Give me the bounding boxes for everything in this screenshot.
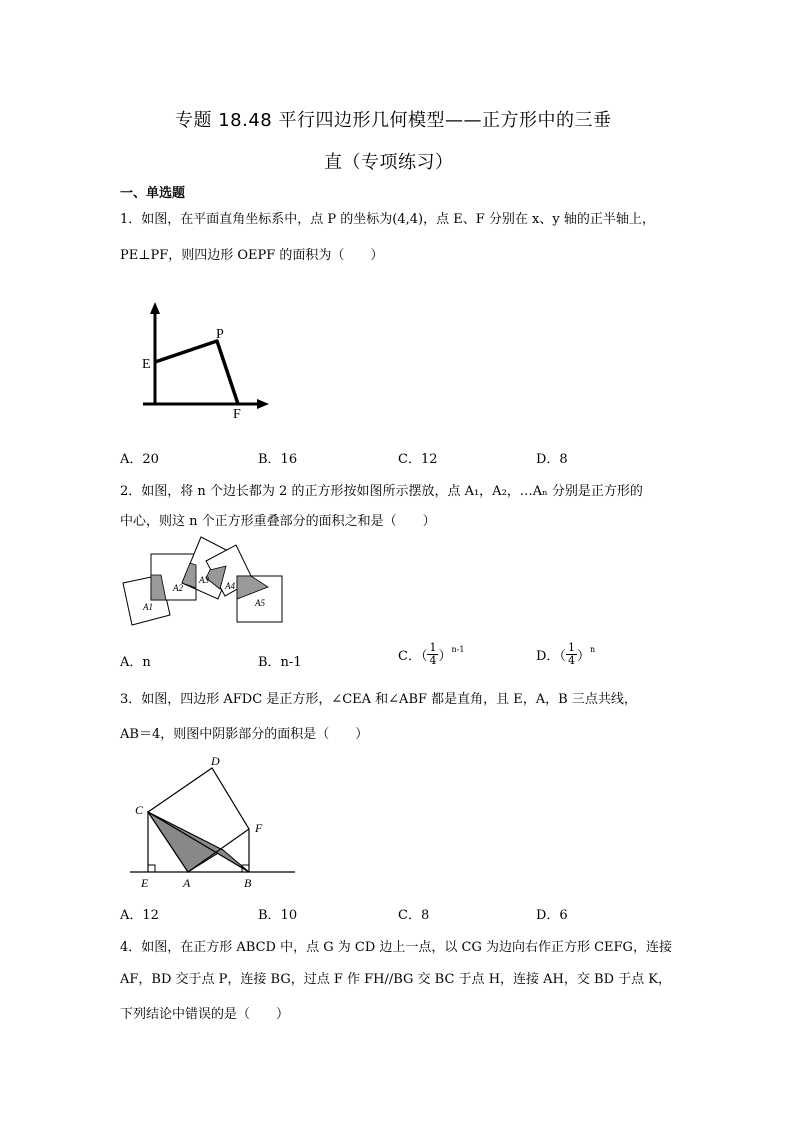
square-label-a4: A4 [225,581,235,591]
question-2-figure [118,533,288,631]
square-label-a2: A2 [173,583,183,593]
point-label-f: F [233,407,241,422]
q3-option-c[interactable]: C．8 [398,908,430,923]
fraction [566,642,577,667]
q2-option-c-prefix: C．（ [398,649,428,664]
q1-option-b[interactable]: B．16 [258,452,298,467]
point-label-p: P [216,327,224,342]
page-title-line2: 直（专项练习） [324,152,454,173]
question-1-text-line2: PE⊥PF，则四边形 OEPF 的面积为（ ） [120,248,384,263]
q3-option-b[interactable]: B．10 [258,908,298,923]
section-heading: 一、单选题 [120,186,186,201]
square-label-a1: A1 [143,602,153,612]
question-3-text: 3．如图，四边形 AFDC 是正方形，∠CEA 和∠ABF 都是直角，且 E，A，B 三点共线， [120,692,637,707]
question-4-text-line2: AF，BD 交于点 P，连接 BG，过点 F 作 FH//BG 交 BC 于点 H，连接 AH，交 BD 于点 K， [120,972,671,987]
q1-option-d[interactable]: D．8 [536,452,568,467]
point-label-f: F [255,821,263,835]
q3-option-a[interactable]: A．12 [120,908,159,923]
question-2-text: 2．如图，将 n 个边长都为 2 的正方形按如图所示摆放，点 A₁，A₂，…Aₙ 分别是正方形的 [120,484,643,499]
question-1-figure [135,298,275,422]
fraction-numerator: 1 [429,641,437,654]
square-label-a3: A3 [199,575,209,585]
fraction-denominator: 4 [567,654,575,667]
q2-option-d-suffix: ） [576,649,590,664]
fraction-denominator: 4 [429,654,437,667]
question-3-text-line2: AB＝4，则图中阴影部分的面积是（ ） [120,727,369,742]
q2-option-c-suffix: ） [438,649,452,664]
question-4-text: 4．如图，在正方形 ABCD 中，点 G 为 CD 边上一点，以 CG 为边向右作正方形 CEFG，连接 [120,940,672,955]
q2-option-b[interactable]: B．n-1 [258,655,302,670]
point-label-c: C [135,803,144,817]
q2-option-c[interactable] [398,642,464,667]
q2-option-d-exponent: n [589,645,596,654]
question-3-figure [125,752,300,892]
point-label-a: A [183,876,191,890]
q2-option-c-exponent: n-1 [451,645,465,654]
question-2-text-line2: 中心，则这 n 个正方形重叠部分的面积之和是（ ） [120,514,436,529]
question-4-text-line3: 下列结论中错误的是（ ） [120,1007,290,1022]
fraction [427,642,438,667]
point-label-d: D [211,754,220,768]
point-label-e: E [141,876,149,890]
square-label-a5: A5 [255,598,265,608]
page-title: 专题 18.48 平行四边形几何模型——正方形中的三垂 [175,110,612,131]
q2-option-d[interactable] [536,642,595,667]
q2-option-a[interactable]: A．n [120,655,151,670]
question-1-text: 1．如图，在平面直角坐标系中，点 P 的坐标为(4,4)，点 E、F 分别在 x、y 轴的正半轴上， [120,212,655,227]
fraction-numerator: 1 [567,641,575,654]
q3-option-d[interactable]: D．6 [536,908,568,923]
point-label-e: E [142,357,151,372]
q2-option-d-prefix: D．（ [536,649,566,664]
q1-option-c[interactable]: C．12 [398,452,438,467]
point-label-b: B [244,876,252,890]
q1-option-a[interactable]: A．20 [120,452,159,467]
